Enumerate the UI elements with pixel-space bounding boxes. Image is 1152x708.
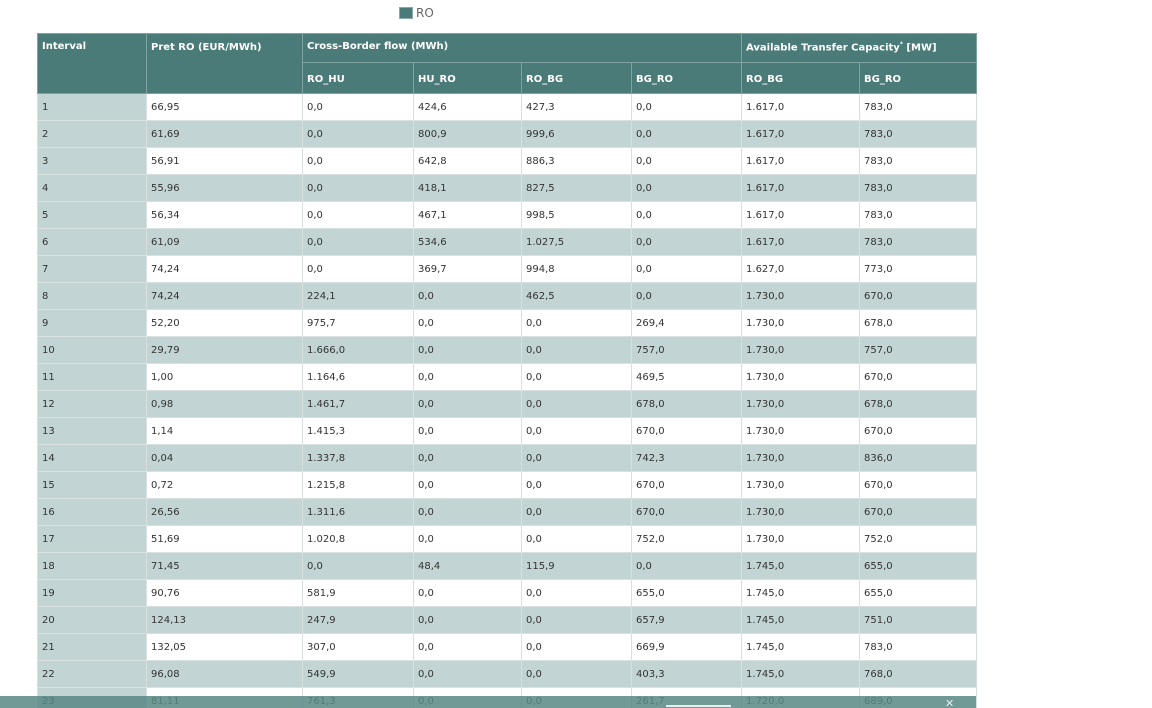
- table-row: [38, 661, 977, 688]
- cell-ro-hu: 1.311,6: [303, 499, 414, 526]
- cell-interval: 2: [38, 121, 147, 148]
- cell-bg-ro-flow: 670,0: [632, 472, 742, 499]
- cell-ro-hu: 0,0: [303, 148, 414, 175]
- cell-bg-ro-atc: 773,0: [860, 256, 977, 283]
- cell-price: 29,79: [147, 337, 303, 364]
- cell-bg-ro-atc: 783,0: [860, 148, 977, 175]
- cell-bg-ro-atc: 783,0: [860, 202, 977, 229]
- cell-interval: 15: [38, 472, 147, 499]
- cell-ro-bg-flow: 427,3: [522, 94, 632, 121]
- cell-price: 74,24: [147, 256, 303, 283]
- cell-ro-bg-atc: 1.617,0: [742, 202, 860, 229]
- cell-bg-ro-atc: 757,0: [860, 337, 977, 364]
- cell-ro-hu: 581,9: [303, 580, 414, 607]
- cell-ro-bg-flow: 0,0: [522, 580, 632, 607]
- cell-ro-bg-flow: 0,0: [522, 661, 632, 688]
- table-row: [38, 202, 977, 229]
- header-atc-footnote: *: [899, 41, 903, 48]
- cell-ro-bg-atc: 1.730,0: [742, 445, 860, 472]
- cell-hu-ro: 418,1: [414, 175, 522, 202]
- cell-bg-ro-atc: 670,0: [860, 283, 977, 310]
- cell-hu-ro: 0,0: [414, 310, 522, 337]
- cell-ro-hu: 975,7: [303, 310, 414, 337]
- cell-hu-ro: 0,0: [414, 634, 522, 661]
- cell-bg-ro-atc: 670,0: [860, 418, 977, 445]
- cell-ro-bg-atc: 1.627,0: [742, 256, 860, 283]
- cell-price: 66,95: [147, 94, 303, 121]
- cell-hu-ro: 424,6: [414, 94, 522, 121]
- cell-ro-hu: 1.415,3: [303, 418, 414, 445]
- legend-swatch: [399, 7, 413, 19]
- cell-ro-bg-atc: 1.745,0: [742, 580, 860, 607]
- cell-price: 124,13: [147, 607, 303, 634]
- cell-ro-bg-atc: 1.730,0: [742, 283, 860, 310]
- cell-price: 52,20: [147, 310, 303, 337]
- cell-ro-hu: 0,0: [303, 121, 414, 148]
- subheader-ro-hu: RO_HU: [303, 63, 414, 94]
- cell-bg-ro-flow: 0,0: [632, 148, 742, 175]
- cell-ro-hu: 307,0: [303, 634, 414, 661]
- header-atc-unit: [MW]: [902, 42, 937, 54]
- cell-ro-bg-atc: 1.730,0: [742, 364, 860, 391]
- cell-price: 0,04: [147, 445, 303, 472]
- cell-ro-bg-flow: 0,0: [522, 445, 632, 472]
- cell-ro-hu: 1.666,0: [303, 337, 414, 364]
- cell-ro-bg-flow: 115,9: [522, 553, 632, 580]
- cell-hu-ro: 467,1: [414, 202, 522, 229]
- cell-bg-ro-atc: 783,0: [860, 634, 977, 661]
- table-row: [38, 148, 977, 175]
- cell-ro-bg-flow: 0,0: [522, 634, 632, 661]
- cell-price: 74,24: [147, 283, 303, 310]
- cell-bg-ro-flow: 670,0: [632, 499, 742, 526]
- cell-hu-ro: 534,6: [414, 229, 522, 256]
- cell-ro-hu: 1.164,6: [303, 364, 414, 391]
- cell-ro-bg-atc: 1.745,0: [742, 661, 860, 688]
- subheader-ro-bg-atc: RO_BG: [742, 63, 860, 94]
- cell-bg-ro-flow: 0,0: [632, 283, 742, 310]
- cell-bg-ro-flow: 657,9: [632, 607, 742, 634]
- cell-ro-bg-atc: 1.730,0: [742, 391, 860, 418]
- cell-bg-ro-flow: 669,9: [632, 634, 742, 661]
- cell-bg-ro-atc: 655,0: [860, 580, 977, 607]
- cell-bg-ro-atc: 670,0: [860, 364, 977, 391]
- cell-price: 56,91: [147, 148, 303, 175]
- cell-interval: 21: [38, 634, 147, 661]
- table-row: [38, 580, 977, 607]
- table-row: [38, 526, 977, 553]
- table-row: [38, 445, 977, 472]
- cell-hu-ro: 642,8: [414, 148, 522, 175]
- cell-ro-bg-atc: 1.617,0: [742, 121, 860, 148]
- cell-ro-bg-atc: 1.730,0: [742, 310, 860, 337]
- cell-bg-ro-atc: 783,0: [860, 121, 977, 148]
- cell-ro-bg-atc: 1.745,0: [742, 553, 860, 580]
- cell-hu-ro: 0,0: [414, 337, 522, 364]
- cell-bg-ro-atc: 751,0: [860, 607, 977, 634]
- cell-hu-ro: 0,0: [414, 499, 522, 526]
- cell-ro-hu: 0,0: [303, 229, 414, 256]
- cell-price: 96,08: [147, 661, 303, 688]
- subheader-bg-ro-atc: BG_RO: [860, 63, 977, 94]
- cell-bg-ro-flow: 757,0: [632, 337, 742, 364]
- cell-ro-bg-atc: 1.730,0: [742, 526, 860, 553]
- cell-bg-ro-atc: 783,0: [860, 175, 977, 202]
- overlay-handle[interactable]: [666, 705, 731, 707]
- cell-price: 132,05: [147, 634, 303, 661]
- cell-bg-ro-flow: 655,0: [632, 580, 742, 607]
- cell-ro-bg-atc: 1.730,0: [742, 337, 860, 364]
- cell-ro-bg-flow: 0,0: [522, 418, 632, 445]
- cell-ro-bg-flow: 827,5: [522, 175, 632, 202]
- cell-ro-bg-atc: 1.617,0: [742, 148, 860, 175]
- cell-interval: 6: [38, 229, 147, 256]
- cell-price: 26,56: [147, 499, 303, 526]
- cell-ro-hu: 1.461,7: [303, 391, 414, 418]
- cell-interval: 16: [38, 499, 147, 526]
- close-icon[interactable]: ✕: [945, 697, 955, 708]
- table-row: [38, 499, 977, 526]
- cell-bg-ro-flow: 678,0: [632, 391, 742, 418]
- cell-ro-hu: 1.215,8: [303, 472, 414, 499]
- header-available-transfer-capacity: [742, 34, 977, 63]
- cell-interval: 18: [38, 553, 147, 580]
- header-cross-border-flow: Cross-Border flow (MWh): [303, 34, 742, 63]
- cell-ro-bg-flow: 886,3: [522, 148, 632, 175]
- legend-label-ro: RO: [416, 6, 434, 20]
- table-row: [38, 607, 977, 634]
- cell-ro-bg-flow: 0,0: [522, 526, 632, 553]
- cell-bg-ro-flow: 0,0: [632, 229, 742, 256]
- cell-ro-hu: 549,9: [303, 661, 414, 688]
- chart-legend[interactable]: [399, 6, 434, 20]
- cell-bg-ro-atc: 670,0: [860, 472, 977, 499]
- cell-ro-hu: 1.020,8: [303, 526, 414, 553]
- cell-bg-ro-atc: 655,0: [860, 553, 977, 580]
- cell-ro-hu: 0,0: [303, 175, 414, 202]
- cell-interval: 3: [38, 148, 147, 175]
- bottom-overlay-bar: [0, 696, 976, 708]
- cell-ro-hu: 0,0: [303, 553, 414, 580]
- table-row: [38, 391, 977, 418]
- table-row: [38, 94, 977, 121]
- cell-ro-hu: 224,1: [303, 283, 414, 310]
- cell-ro-bg-flow: 994,8: [522, 256, 632, 283]
- cell-bg-ro-flow: 752,0: [632, 526, 742, 553]
- cell-ro-bg-flow: 0,0: [522, 472, 632, 499]
- table-row: [38, 364, 977, 391]
- cell-price: 55,96: [147, 175, 303, 202]
- cell-price: 90,76: [147, 580, 303, 607]
- cell-bg-ro-flow: 0,0: [632, 175, 742, 202]
- subheader-ro-bg-flow: RO_BG: [522, 63, 632, 94]
- cell-price: 51,69: [147, 526, 303, 553]
- cell-hu-ro: 48,4: [414, 553, 522, 580]
- cell-hu-ro: 0,0: [414, 364, 522, 391]
- cell-interval: 9: [38, 310, 147, 337]
- table-row: [38, 256, 977, 283]
- cell-hu-ro: 0,0: [414, 607, 522, 634]
- cell-price: 1,00: [147, 364, 303, 391]
- cell-ro-bg-flow: 0,0: [522, 391, 632, 418]
- cell-ro-bg-flow: 0,0: [522, 364, 632, 391]
- cell-price: 56,34: [147, 202, 303, 229]
- cell-bg-ro-flow: 469,5: [632, 364, 742, 391]
- cell-hu-ro: 0,0: [414, 472, 522, 499]
- cell-bg-ro-flow: 742,3: [632, 445, 742, 472]
- cell-bg-ro-flow: 269,4: [632, 310, 742, 337]
- cell-interval: 12: [38, 391, 147, 418]
- cell-hu-ro: 0,0: [414, 391, 522, 418]
- header-interval: Interval: [38, 34, 147, 94]
- table-row: [38, 310, 977, 337]
- cell-ro-bg-flow: 462,5: [522, 283, 632, 310]
- cell-interval: 17: [38, 526, 147, 553]
- cell-hu-ro: 0,0: [414, 283, 522, 310]
- cell-interval: 22: [38, 661, 147, 688]
- cell-price: 1,14: [147, 418, 303, 445]
- cell-bg-ro-atc: 768,0: [860, 661, 977, 688]
- cell-bg-ro-flow: 0,0: [632, 256, 742, 283]
- cell-ro-bg-atc: 1.617,0: [742, 229, 860, 256]
- cell-hu-ro: 0,0: [414, 445, 522, 472]
- table-row: [38, 553, 977, 580]
- cell-price: 0,98: [147, 391, 303, 418]
- cell-interval: 8: [38, 283, 147, 310]
- cell-bg-ro-flow: 403,3: [632, 661, 742, 688]
- table-row: [38, 121, 977, 148]
- table-row: [38, 472, 977, 499]
- cell-hu-ro: 0,0: [414, 580, 522, 607]
- cell-ro-bg-atc: 1.745,0: [742, 634, 860, 661]
- cell-price: 71,45: [147, 553, 303, 580]
- table-row: [38, 337, 977, 364]
- cell-interval: 7: [38, 256, 147, 283]
- table-row: [38, 283, 977, 310]
- cell-bg-ro-flow: 670,0: [632, 418, 742, 445]
- cell-ro-bg-flow: 0,0: [522, 607, 632, 634]
- market-data-table: [37, 33, 977, 708]
- cell-hu-ro: 0,0: [414, 526, 522, 553]
- table-row: [38, 418, 977, 445]
- subheader-bg-ro-flow: BG_RO: [632, 63, 742, 94]
- cell-bg-ro-atc: 783,0: [860, 94, 977, 121]
- cell-ro-bg-flow: 0,0: [522, 310, 632, 337]
- cell-bg-ro-atc: 783,0: [860, 229, 977, 256]
- cell-bg-ro-flow: 0,0: [632, 553, 742, 580]
- cell-price: 0,72: [147, 472, 303, 499]
- cell-bg-ro-atc: 836,0: [860, 445, 977, 472]
- cell-ro-bg-flow: 1.027,5: [522, 229, 632, 256]
- cell-bg-ro-atc: 752,0: [860, 526, 977, 553]
- cell-ro-bg-atc: 1.745,0: [742, 607, 860, 634]
- cell-ro-hu: 0,0: [303, 94, 414, 121]
- cell-hu-ro: 369,7: [414, 256, 522, 283]
- cell-interval: 5: [38, 202, 147, 229]
- cell-interval: 1: [38, 94, 147, 121]
- cell-bg-ro-flow: 0,0: [632, 94, 742, 121]
- cell-bg-ro-atc: 678,0: [860, 391, 977, 418]
- cell-ro-hu: 247,9: [303, 607, 414, 634]
- cell-ro-bg-flow: 999,6: [522, 121, 632, 148]
- cell-ro-bg-atc: 1.730,0: [742, 418, 860, 445]
- cell-bg-ro-flow: 0,0: [632, 202, 742, 229]
- table-row: [38, 634, 977, 661]
- cell-ro-bg-atc: 1.617,0: [742, 175, 860, 202]
- cell-bg-ro-atc: 670,0: [860, 499, 977, 526]
- cell-ro-hu: 0,0: [303, 256, 414, 283]
- cell-ro-bg-atc: 1.730,0: [742, 499, 860, 526]
- cell-hu-ro: 0,0: [414, 661, 522, 688]
- cell-bg-ro-atc: 678,0: [860, 310, 977, 337]
- table-row: [38, 229, 977, 256]
- cell-interval: 14: [38, 445, 147, 472]
- cell-price: 61,09: [147, 229, 303, 256]
- cell-ro-bg-flow: 998,5: [522, 202, 632, 229]
- cell-interval: 10: [38, 337, 147, 364]
- cell-interval: 13: [38, 418, 147, 445]
- cell-ro-hu: 0,0: [303, 202, 414, 229]
- cell-ro-bg-flow: 0,0: [522, 337, 632, 364]
- subheader-hu-ro: HU_RO: [414, 63, 522, 94]
- table-row: [38, 175, 977, 202]
- cell-ro-bg-atc: 1.617,0: [742, 94, 860, 121]
- cell-price: 61,69: [147, 121, 303, 148]
- cell-ro-bg-flow: 0,0: [522, 499, 632, 526]
- cell-hu-ro: 0,0: [414, 418, 522, 445]
- cell-interval: 4: [38, 175, 147, 202]
- cell-interval: 19: [38, 580, 147, 607]
- cell-ro-bg-atc: 1.730,0: [742, 472, 860, 499]
- cell-hu-ro: 800,9: [414, 121, 522, 148]
- cell-bg-ro-flow: 0,0: [632, 121, 742, 148]
- cell-interval: 11: [38, 364, 147, 391]
- cell-ro-hu: 1.337,8: [303, 445, 414, 472]
- table-body: [38, 94, 977, 708]
- header-atc-text: Available Transfer Capacity: [746, 42, 900, 54]
- cell-interval: 20: [38, 607, 147, 634]
- header-price: Pret RO (EUR/MWh): [147, 34, 303, 94]
